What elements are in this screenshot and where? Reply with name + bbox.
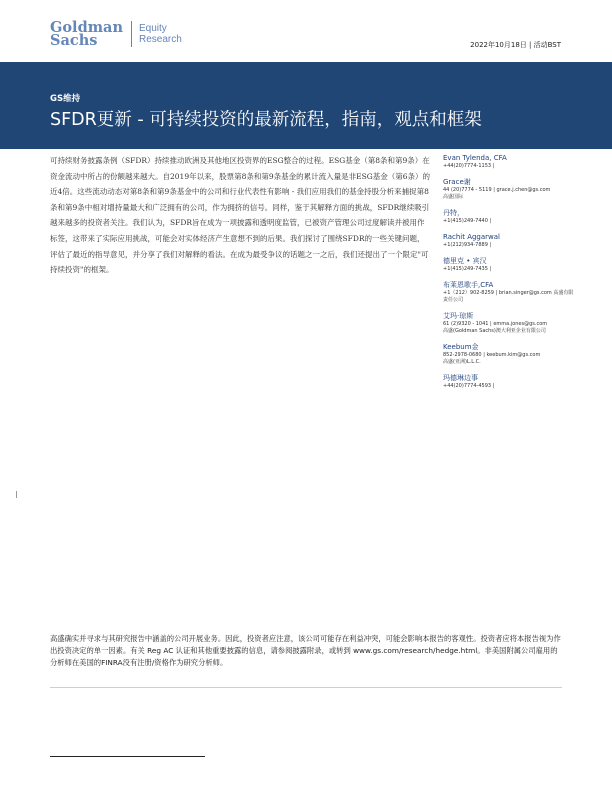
analyst-contact: +1(212)934-7889 | xyxy=(443,242,492,248)
section-divider xyxy=(50,687,562,688)
analyst-entry xyxy=(443,342,578,366)
analyst-entry xyxy=(443,311,578,335)
analyst-company: 高盛(亚洲)L.L.C. xyxy=(443,359,481,365)
unit-line-1: Equity xyxy=(138,23,167,34)
footnote-rule xyxy=(50,756,205,757)
analyst-contact: +1(415)249-7440 | xyxy=(443,218,492,224)
report-title: SFDR更新 - 可持续投资的最新流程，指南，观点和框架 xyxy=(50,110,482,130)
disclosure-text: 高盛确实并寻求与其研究报告中涵盖的公司开展业务。因此，投资者应注意，该公司可能存在利益冲突，可能会影响本报告的客观性。投资者应将本报告视为作出投资决定的单一因素。有关 Reg AC 认证和其他重要披露的信息，请参阅披露附录，或转到 www.gs.com/research/hedge.html。非美国附属公司雇用的分析师在美国的FINRA没有注册/资格作为研究分析师。 xyxy=(50,634,561,668)
analyst-entry xyxy=(443,177,578,201)
analyst-entry xyxy=(443,280,578,304)
analyst-name: 德里克 • 宾汉 xyxy=(443,257,487,265)
analyst-company: 高盛国际 xyxy=(443,194,464,200)
logo-line-1: Goldman xyxy=(50,19,123,36)
analyst-name: Rachit Aggarwal xyxy=(443,233,501,241)
analyst-name: 丹特， xyxy=(443,209,464,217)
analyst-name: 玛德琳边事 xyxy=(443,374,478,382)
report-date: 2022年10月18日 | 活动BST xyxy=(470,41,561,49)
analyst-name: Grace谢 xyxy=(443,178,471,186)
analyst-company: 高盛(Goldman Sachs)澳大利亚企业有限公司 xyxy=(443,328,546,334)
analyst-entry xyxy=(443,232,578,249)
analyst-contact: +1(415)249-7435 | xyxy=(443,266,492,272)
analyst-entry xyxy=(443,208,578,225)
logo-line-2: Sachs xyxy=(50,32,98,49)
analyst-contact: 61 (2)9320 - 1041 | emma.jones@gs.com xyxy=(443,321,548,327)
summary-paragraph: 可持续财务披露条例（SFDR）持续推动欧洲及其他地区投资界的ESG整合的过程。ESG基金（第8条和第9条）在资金流动中所占的份额越来越大。自2019年以来，股票第8条和第9条基金的累计流入量是非ESG基金（第6条）的近4倍。这些流动动态对第8条和第9条基金中的公司和行业代表性有影响 - 我们应用我们的基金持股分析来捕捉第8条和第9条中相对增持量最大和广泛拥有的公司，作为拥挤的信号。同样，鉴于其解释方面的挑战，SFDR继续吸引越来越多的投资者关注。我们认为，SFDR旨在成为一项披露和透明度监管，已被资产管理公司过度解读并被用作标签，这带来了实际应用挑战，可能会对实体经济产生意想不到的后果。我们探讨了围绕SFDR的一些关键问题，评估了最近的指导意见，并分享了我们对解释的看法。在成为最受争议的话题之一之后，我们还提出了一个限定"可持续投资"的框架。 xyxy=(50,156,431,275)
logo-divider xyxy=(131,21,132,47)
analyst-entry xyxy=(443,153,578,170)
analyst-entry xyxy=(443,256,578,273)
analyst-contact: 852-2978-0680 | keebum.kim@gs.com xyxy=(443,352,541,358)
margin-mark xyxy=(16,491,17,498)
series-label: GS维持 xyxy=(50,94,81,104)
analyst-name: Evan Tylenda, CFA xyxy=(443,154,507,162)
analyst-list xyxy=(443,153,578,397)
analyst-contact: +44(20)7774-1153 | xyxy=(443,163,495,169)
analyst-contact: +44(20)7774-4593 | xyxy=(443,383,495,389)
goldman-sachs-logo xyxy=(50,21,182,47)
unit-line-2: Research xyxy=(138,34,182,45)
analyst-contact: +1（212）902-8259 | brian.singer@gs.com 高盛有限责任公司 xyxy=(443,290,574,303)
analyst-name: 艾玛·琼斯 xyxy=(443,312,474,320)
analyst-contact: 44 (20)7774 - 5119 | grace.j.chen@gs.com xyxy=(443,187,551,193)
analyst-entry xyxy=(443,373,578,390)
analyst-name: Keebum金 xyxy=(443,343,479,351)
analyst-name: 布莱恩歌手,CFA xyxy=(443,281,494,289)
